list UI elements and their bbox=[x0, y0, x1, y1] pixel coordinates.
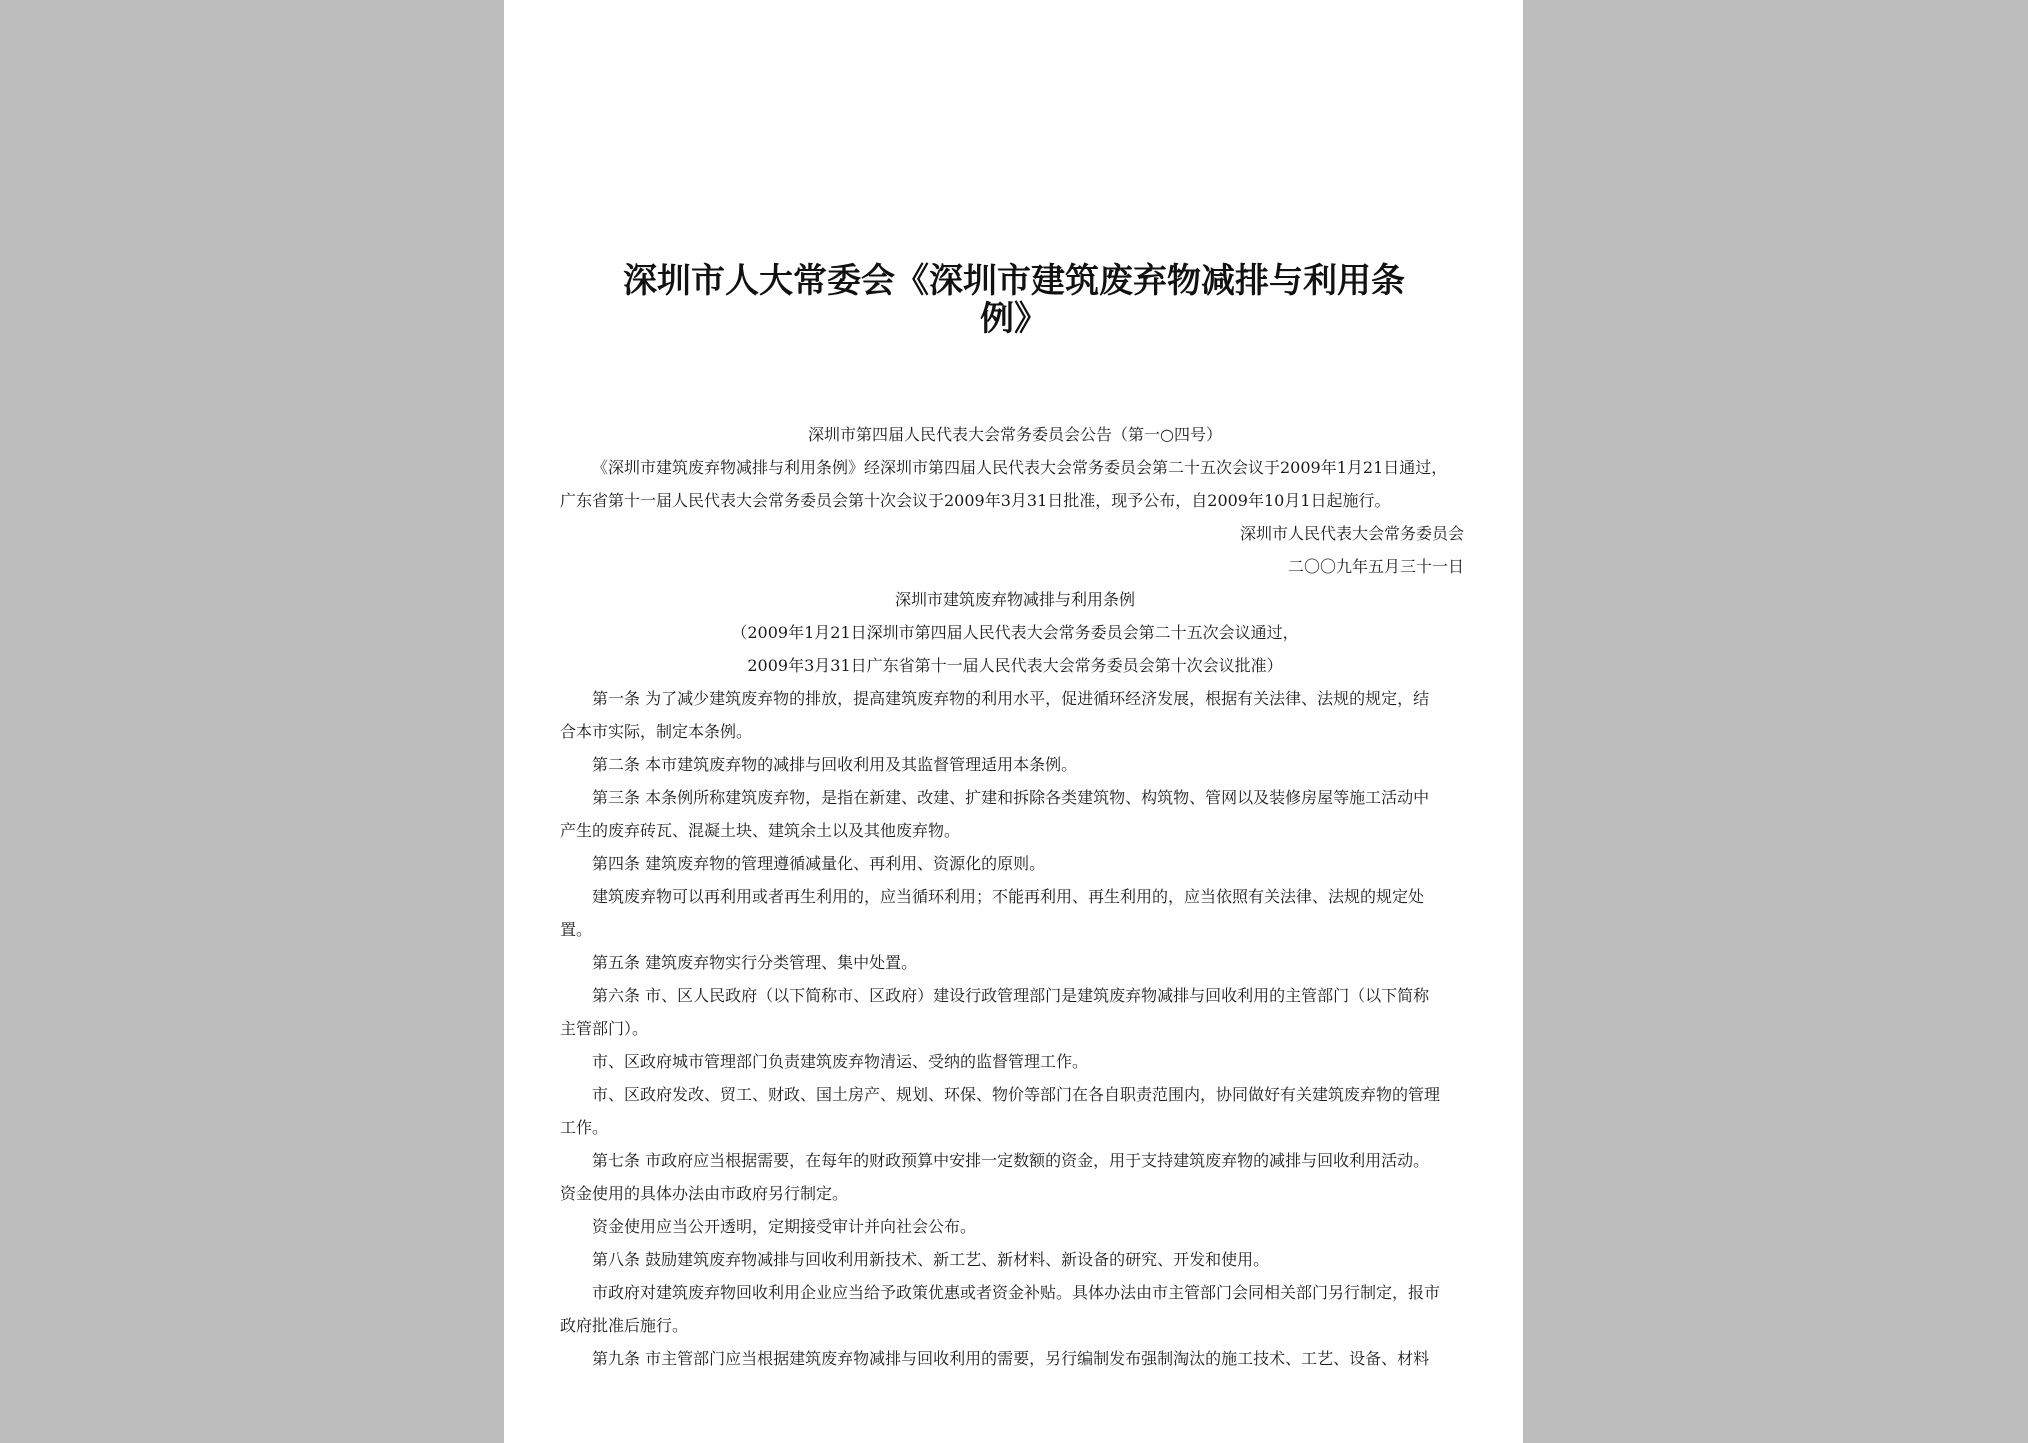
text-line: 市、区政府发改、贸工、财政、国土房产、规划、环保、物价等部门在各自职责范围内，协同做好有关建筑废弃物的管理 bbox=[592, 1085, 1441, 1104]
text-line: 深圳市第四届人民代表大会常务委员会公告（第一○四号） bbox=[808, 425, 1222, 444]
text-line: 资金使用的具体办法由市政府另行制定。 bbox=[560, 1184, 849, 1203]
title-line-1: 深圳市人大常委会《深圳市建筑废弃物减排与利用条 bbox=[623, 261, 1405, 301]
document-title bbox=[594, 262, 1434, 338]
text-line: 工作。 bbox=[560, 1118, 609, 1137]
text-line: 第八条 鼓励建筑废弃物减排与回收利用新技术、新工艺、新材料、新设备的研究、开发和使用。 bbox=[592, 1250, 1270, 1269]
text-line: 第九条 市主管部门应当根据建筑废弃物减排与回收利用的需要，另行编制发布强制淘汰的施工技术、工艺、设备、材料 bbox=[592, 1349, 1430, 1368]
document-body bbox=[560, 418, 1470, 1375]
text-line: 第三条 本条例所称建筑废弃物，是指在新建、改建、扩建和拆除各类建筑物、构筑物、管网以及装修房屋等施工活动中 bbox=[592, 788, 1430, 807]
text-line: 合本市实际，制定本条例。 bbox=[560, 722, 753, 741]
text-line: 深圳市人民代表大会常务委员会 bbox=[1239, 524, 1464, 543]
text-line: 置。 bbox=[560, 920, 593, 939]
text-line: 广东省第十一届人民代表大会常务委员会第十次会议于2009年3月31日批准，现予公布，自2009年10月1日起施行。 bbox=[560, 491, 1391, 510]
title-line-2: 例》 bbox=[980, 299, 1048, 339]
text-line: 2009年3月31日广东省第十一届人民代表大会常务委员会第十次会议批准） bbox=[747, 656, 1283, 675]
text-line: 第四条 建筑废弃物的管理遵循减量化、再利用、资源化的原则。 bbox=[592, 854, 1046, 873]
text-line: 第六条 市、区人民政府（以下简称市、区政府）建设行政管理部门是建筑废弃物减排与回收利用的主管部门（以下简称 bbox=[592, 986, 1430, 1005]
document-page bbox=[504, 0, 1523, 1443]
text-line: 建筑废弃物可以再利用或者再生利用的，应当循环利用；不能再利用、再生利用的，应当依照有关法律、法规的规定处 bbox=[592, 887, 1425, 906]
text-line: 深圳市建筑废弃物减排与利用条例 bbox=[894, 590, 1135, 609]
text-line: 第七条 市政府应当根据需要，在每年的财政预算中安排一定数额的资金，用于支持建筑废弃物的减排与回收利用活动。 bbox=[592, 1151, 1430, 1170]
text-line: 第一条 为了减少建筑废弃物的排放，提高建筑废弃物的利用水平，促进循环经济发展，根据有关法律、法规的规定，结 bbox=[592, 689, 1430, 708]
text-line: 市政府对建筑废弃物回收利用企业应当给予政策优惠或者资金补贴。具体办法由市主管部门会同相关部门另行制定，报市 bbox=[592, 1283, 1441, 1302]
text-line: 二〇〇九年五月三十一日 bbox=[1287, 557, 1464, 576]
text-line: 主管部门）。 bbox=[560, 1019, 649, 1038]
text-line: 第二条 本市建筑废弃物的减排与回收利用及其监督管理适用本条例。 bbox=[592, 755, 1078, 774]
text-line: 产生的废弃砖瓦、混凝土块、建筑余土以及其他废弃物。 bbox=[560, 821, 961, 840]
text-line: 资金使用应当公开透明，定期接受审计并向社会公布。 bbox=[592, 1217, 977, 1236]
text-line: 市、区政府城市管理部门负责建筑废弃物清运、受纳的监督管理工作。 bbox=[592, 1052, 1089, 1071]
text-line: 政府批准后施行。 bbox=[560, 1316, 689, 1335]
text-line: 第五条 建筑废弃物实行分类管理、集中处置。 bbox=[592, 953, 918, 972]
text-line: （2009年1月21日深圳市第四届人民代表大会常务委员会第二十五次会议通过， bbox=[731, 623, 1299, 642]
text-line: 《深圳市建筑废弃物减排与利用条例》经深圳市第四届人民代表大会常务委员会第二十五次会议于2009年1月21日通过， bbox=[592, 458, 1448, 477]
